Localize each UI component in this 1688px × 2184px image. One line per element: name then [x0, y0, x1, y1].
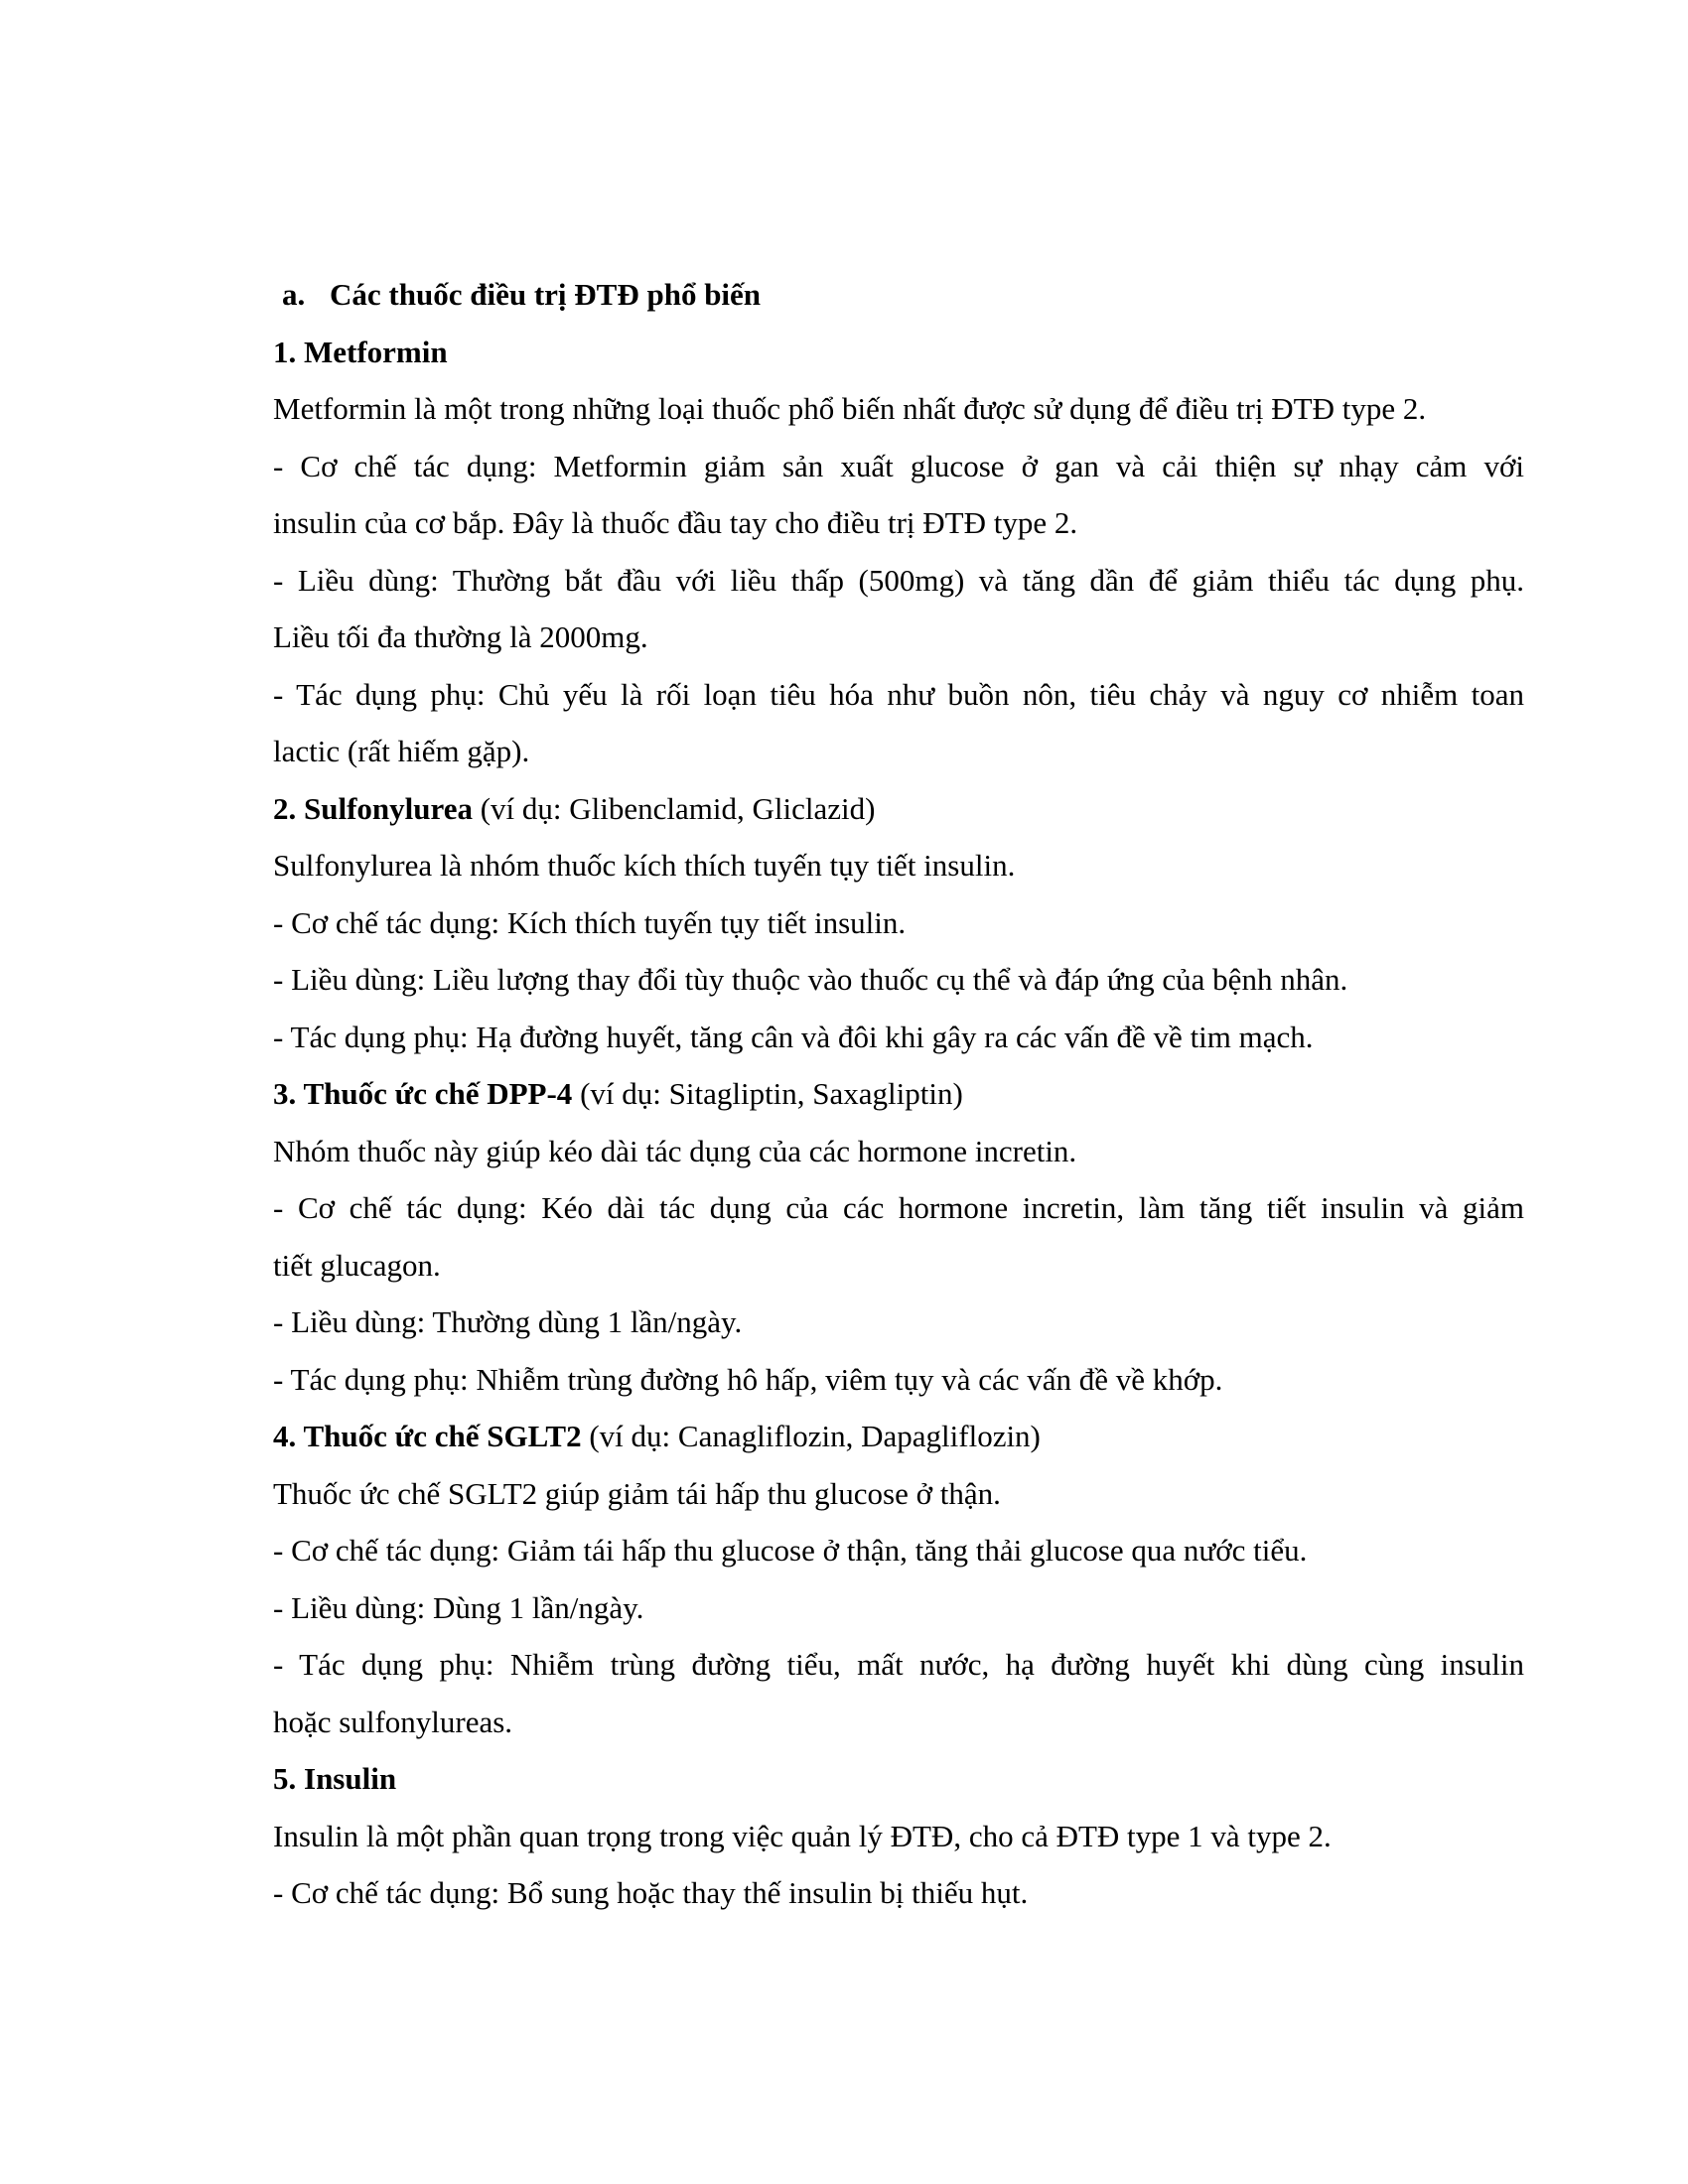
sulfonylurea-dose: - Liều dùng: Liều lượng thay đổi tùy thuộc vào thuốc cụ thể và đáp ứng của bệnh nhân.	[273, 962, 1348, 997]
metformin-dose-line-1: - Liều dùng: Thường bắt đầu với liều thấp (500mg) và tăng dần để giảm thiểu tác dụng phụ.	[273, 562, 1524, 598]
sglt2-side-effects-line-2: hoặc sulfonylureas.	[273, 1704, 513, 1739]
metformin-mechanism-line-2: insulin của cơ bắp. Đây là thuốc đầu tay cho điều trị ĐTĐ type 2.	[273, 505, 1078, 540]
metformin-dose-line-2: Liều tối đa thường là 2000mg.	[273, 619, 648, 654]
insulin-intro: Insulin là một phần quan trọng trong việc quản lý ĐTĐ, cho cả ĐTĐ type 1 và type 2.	[273, 1818, 1332, 1853]
sulfonylurea-mechanism: - Cơ chế tác dụng: Kích thích tuyến tụy tiết insulin.	[273, 904, 907, 940]
section-marker: a.	[282, 277, 306, 312]
sglt2-examples: (ví dụ: Canagliflozin, Dapagliflozin)	[581, 1419, 1041, 1453]
metformin-mechanism-line-1: - Cơ chế tác dụng: Metformin giảm sản xuất glucose ở gan và cải thiện sự nhạy cảm với	[273, 448, 1524, 483]
sulfonylurea-title: 2. Sulfonylurea (ví dụ: Glibenclamid, Gliclazid)	[273, 790, 876, 826]
insulin-title: 5. Insulin	[273, 1761, 397, 1796]
document-page	[273, 266, 1524, 1922]
section-heading	[273, 266, 1524, 324]
dpp4-title: 3. Thuốc ức chế DPP-4 (ví dụ: Sitagliptin, Saxagliptin)	[273, 1076, 963, 1111]
dpp4-intro: Nhóm thuốc này giúp kéo dài tác dụng của các hormone incretin.	[273, 1133, 1077, 1168]
sglt2-title: 4. Thuốc ức chế SGLT2 (ví dụ: Canagliflozin, Dapagliflozin)	[273, 1419, 1041, 1453]
sglt2-intro: Thuốc ức chế SGLT2 giúp giảm tái hấp thu glucose ở thận.	[273, 1475, 1001, 1511]
metformin-side-effects-line-2: lactic (rất hiếm gặp).	[273, 734, 530, 768]
section-title: Các thuốc điều trị ĐTĐ phổ biến	[330, 277, 762, 312]
dpp4-side-effects: - Tác dụng phụ: Nhiễm trùng đường hô hấp, viêm tụy và các vấn đề về khớp.	[273, 1361, 1223, 1397]
sulfonylurea-side-effects: - Tác dụng phụ: Hạ đường huyết, tăng cân và đôi khi gây ra các vấn đề về tim mạch.	[273, 1019, 1314, 1054]
metformin-intro: Metformin là một trong những loại thuốc phổ biến nhất được sử dụng để điều trị ĐTĐ type 2.	[273, 391, 1427, 426]
sglt2-side-effects-line-1: - Tác dụng phụ: Nhiễm trùng đường tiểu, mất nước, hạ đường huyết khi dùng cùng insulin	[273, 1647, 1524, 1682]
metformin-title: 1. Metformin	[273, 334, 448, 369]
sulfonylurea-examples: (ví dụ: Glibenclamid, Gliclazid)	[472, 790, 876, 826]
sglt2-mechanism: - Cơ chế tác dụng: Giảm tái hấp thu glucose ở thận, tăng thải glucose qua nước tiểu.	[273, 1533, 1308, 1568]
insulin-mechanism: - Cơ chế tác dụng: Bổ sung hoặc thay thế insulin bị thiếu hụt.	[273, 1875, 1029, 1910]
metformin-side-effects-line-1: - Tác dụng phụ: Chủ yếu là rối loạn tiêu hóa như buồn nôn, tiêu chảy và nguy cơ nhiễm toan	[273, 676, 1524, 712]
dpp4-mechanism-line-1: - Cơ chế tác dụng: Kéo dài tác dụng của các hormone incretin, làm tăng tiết insulin và giảm	[273, 1190, 1524, 1225]
sulfonylurea-intro: Sulfonylurea là nhóm thuốc kích thích tuyến tụy tiết insulin.	[273, 848, 1016, 883]
sglt2-dose: - Liều dùng: Dùng 1 lần/ngày.	[273, 1589, 644, 1625]
dpp4-examples: (ví dụ: Sitagliptin, Saxagliptin)	[572, 1076, 963, 1111]
dpp4-mechanism-line-2: tiết glucagon.	[273, 1247, 441, 1283]
dpp4-dose: - Liều dùng: Thường dùng 1 lần/ngày.	[273, 1304, 743, 1339]
